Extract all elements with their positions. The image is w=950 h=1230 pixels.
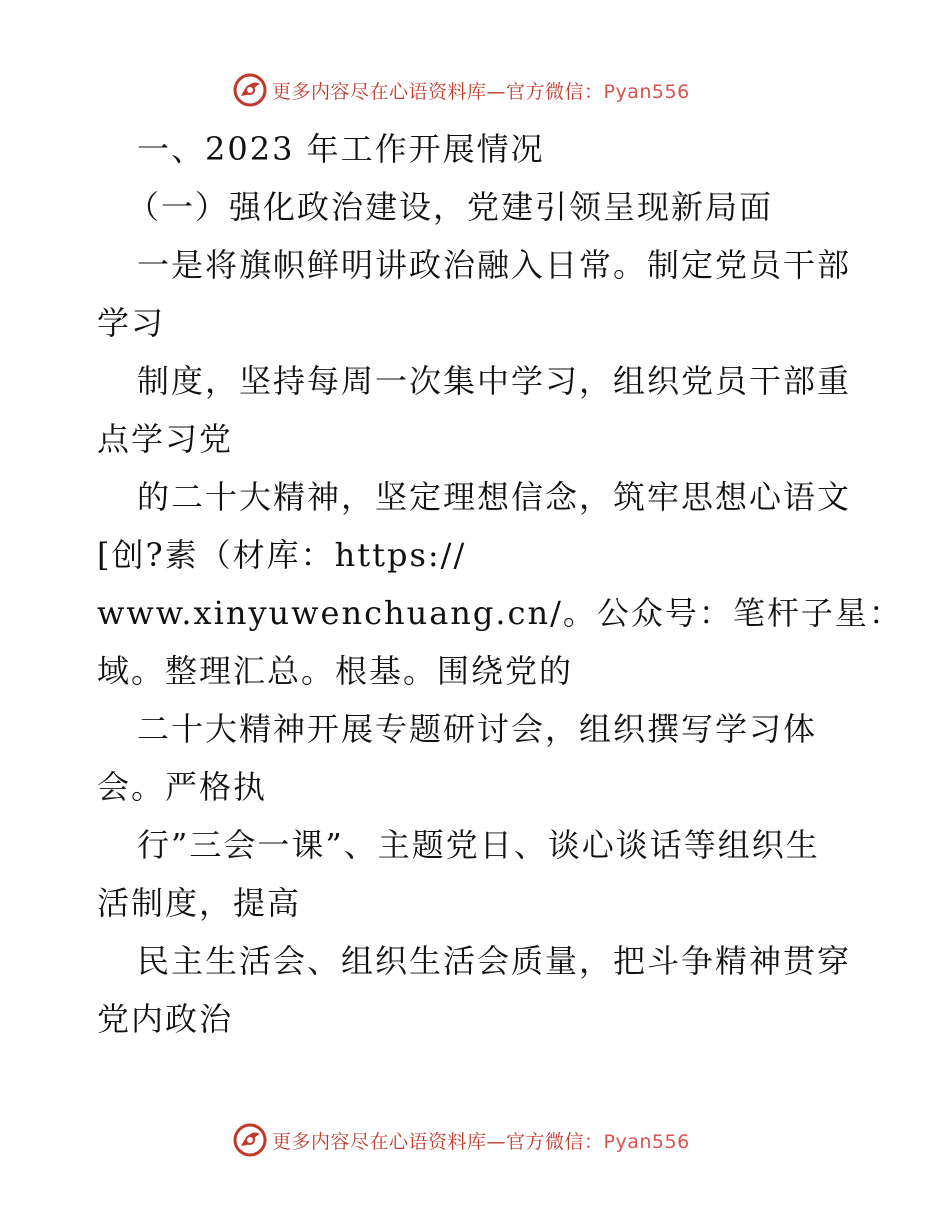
- paragraph-line: 的二十大精神，坚定理想信念，筑牢思想心语文: [137, 478, 852, 516]
- paragraph-line: 制度，坚持每周一次集中学习，组织党员干部重: [137, 362, 852, 400]
- watermark-text: [272, 1127, 690, 1154]
- footer-watermark: [232, 1120, 752, 1160]
- paragraph-line: 民主生活会、组织生活会质量，把斗争精神贯穿: [137, 942, 852, 980]
- document-body: [97, 120, 903, 1048]
- watermark-wechat-id: Pyan556: [603, 80, 690, 103]
- paragraph-line: 党内政治: [97, 1000, 234, 1038]
- paragraph-line: 活制度，提高: [97, 884, 302, 922]
- watermark-label: 更多内容尽在心语资料库—官方微信：: [272, 1130, 604, 1153]
- subsection-heading: （一）强化政治建设，党建引领呈现新局面: [127, 188, 774, 226]
- watermark-wechat-id: Pyan556: [603, 1130, 690, 1153]
- paragraph-line: [创?素（材库：https://: [97, 536, 467, 574]
- paragraph-line: 会。严格执: [97, 768, 268, 806]
- section-heading: 一、2023 年工作开展情况: [137, 130, 545, 168]
- paragraph-line: 学习: [97, 304, 166, 342]
- watermark-label: 更多内容尽在心语资料库—官方微信：: [272, 80, 604, 103]
- brand-logo-icon: [232, 1122, 268, 1158]
- watermark-text: [272, 77, 690, 104]
- brand-logo-icon: [232, 72, 268, 108]
- paragraph-line: 二十大精神开展专题研讨会，组织撰写学习体: [137, 710, 818, 748]
- paragraph-line: 域。整理汇总。根基。围绕党的: [97, 652, 574, 690]
- paragraph-line: www.xinyuwenchuang.cn/。公众号：笔杆子星：: [97, 594, 903, 632]
- paragraph-line: 一是将旗帜鲜明讲政治融入日常。制定党员干部: [137, 246, 852, 284]
- header-watermark: [232, 70, 752, 110]
- paragraph-line: 点学习党: [97, 420, 234, 458]
- paragraph-line: 行”三会一课”、主题党日、谈心谈话等组织生: [137, 826, 820, 864]
